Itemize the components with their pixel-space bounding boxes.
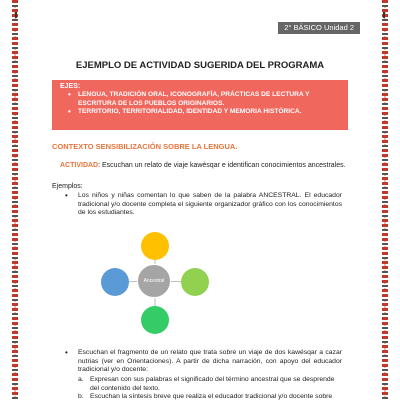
example-paragraph: • Los niños y niñas comentan lo que saben de la palabra ANCESTRAL. El educador tradicional y/o docente completa el siguiente organizador gráfico con los conocimientos de los estudiantes. (78, 192, 342, 218)
activity-text: : Escuchan un relato de viaje kawésqar e identifican conocimientos ancestrales. (98, 162, 346, 169)
ejes-item: • LENGUA, TRADICIÓN ORAL, ICONOGRAFÍA, PRÁCTICAS DE LECTURA Y ESCRITURA DE LOS PUEBLOS ORIGINARIOS. (78, 91, 340, 108)
sub-item-key: b. (78, 393, 84, 401)
graphic-organizer (95, 226, 215, 342)
sub-item (78, 393, 342, 402)
sub-item-list (78, 376, 342, 402)
grade-unit-badge: 2° BÁSICO Unidad 2 (278, 22, 360, 34)
sub-item-text: Escuchan la síntesis breve que realiza el educador tradicional y/o docente sobre (90, 393, 333, 401)
activity-label: ACTIVIDAD (60, 162, 99, 169)
context-heading: CONTEXTO SENSIBILIZACIÓN SOBRE LA LENGUA. (52, 142, 238, 151)
examples-label: Ejemplos: (52, 183, 83, 190)
organizer-circle-top (141, 232, 169, 260)
organizer-circle-left (101, 268, 129, 296)
ejes-item: • TERRITORIO, TERRITORIALIDAD, IDENTIDAD Y MEMORIA HISTÓRICA. (78, 108, 340, 117)
organizer-center-node: Ancestral (137, 264, 171, 298)
top-right-mark (383, 12, 385, 18)
sub-item (78, 376, 342, 393)
sub-item-text: Expresan con sus palabras el significado del término ancestral que se desprende del contenido del texto. (90, 376, 335, 392)
example-paragraph: • Escuchan el fragmento de un relato que trata sobre un viaje de dos kawésqar a cazar nutrias (ver en Orientaciones). A partir de dicha narración, con apoyo del educador tradicional y/o docente: (78, 349, 342, 375)
top-left-mark (15, 12, 17, 18)
ejes-label: EJES: (60, 83, 81, 90)
ejes-box (52, 80, 348, 130)
page-title: EJEMPLO DE ACTIVIDAD SUGERIDA DEL PROGRAMA (75, 60, 325, 71)
ejes-list (60, 91, 340, 117)
organizer-circle-bottom (141, 306, 169, 334)
organizer-circle-right (181, 268, 209, 296)
sub-item-key: a. (78, 376, 84, 383)
activity-line (60, 162, 346, 169)
